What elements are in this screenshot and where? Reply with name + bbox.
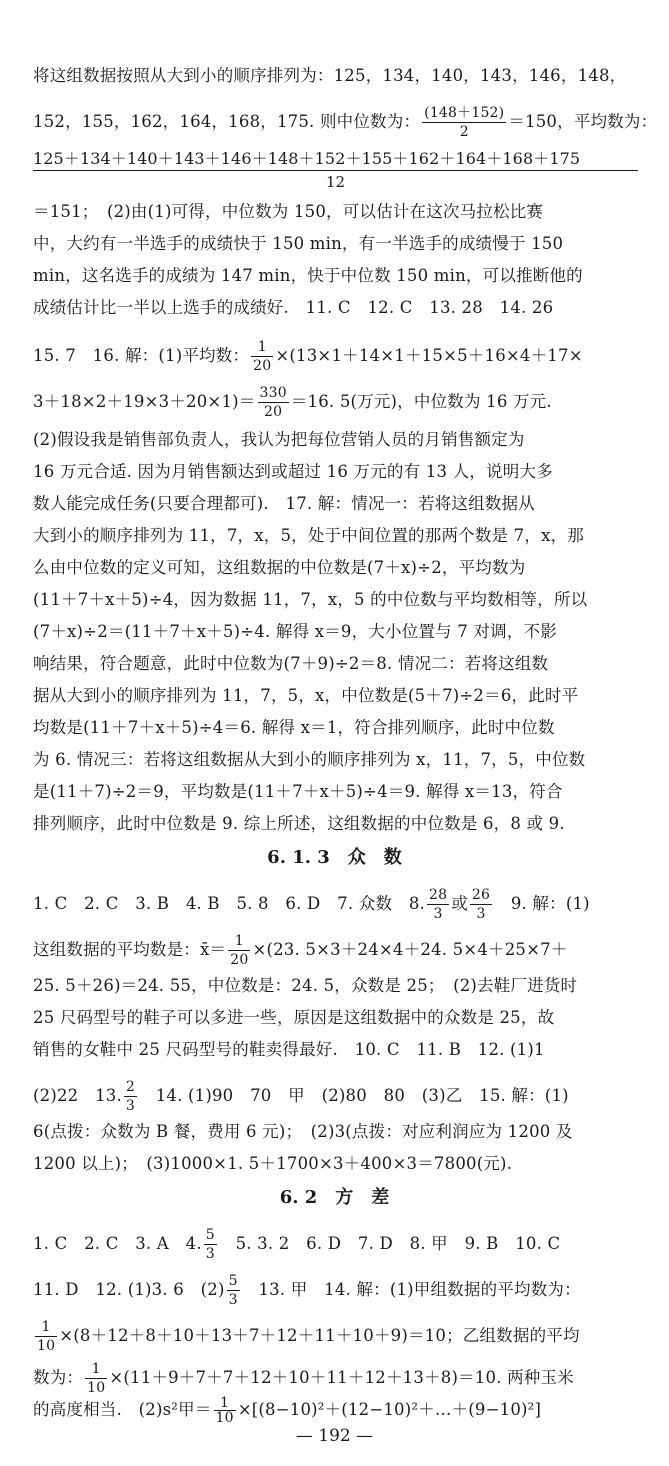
text-line: 数人能完成任务(只要合理都可). 17. 解：情况一：若将这组数据从 bbox=[33, 494, 535, 513]
text-line: 这组数据的平均数是：x̄＝ $\frac{1}{20}$ ×(23. 5×3＋24×4＋24. 5×4＋25×7＋ bbox=[33, 933, 568, 968]
text-line: 是(11＋7)÷2＝9，平均数是(11＋7＋x＋5)÷4＝9. 解得 x＝13，符合 bbox=[33, 782, 563, 801]
text-line: 么由中位数的定义可知，这组数据的中位数是(7＋x)÷2，平均数为 bbox=[33, 558, 526, 577]
text-line: $\frac{1}{10}$ ×(8＋12＋8＋10＋13＋7＋12＋11＋10＋9)＝10；乙组数据的平均 bbox=[37, 1319, 580, 1354]
text-line: 1. C 2. C 3. A 4. $\frac{5}{3}$ 5. 3. 2 6. D 7. D 8. 甲 9. B 10. C bbox=[33, 1227, 561, 1262]
text-line: 的高度相当. (2)s²甲＝ $\frac{1}{10}$ ×[(8−10)²＋(12−10)²＋…＋(9−10)²] bbox=[33, 1395, 542, 1426]
mean-fraction-denominator: 12 bbox=[325, 173, 346, 191]
text-line: 中，大约有一半选手的成绩快于 150 min，有一半选手的成绩慢于 150 bbox=[33, 234, 564, 253]
text-line: 响结果，符合题意，此时中位数为(7＋9)÷2＝8. 情况二：若将这组数 bbox=[33, 654, 549, 673]
text-line: ＝151； (2)由(1)可得，中位数为 150，可以估计在这次马拉松比赛 bbox=[33, 202, 544, 221]
text-line: 1200 以上)； (3)1000×1. 5＋1700×3＋400×3＝7800(元). bbox=[33, 1154, 513, 1173]
text-line: 25. 5＋26)＝24. 55，中位数是：24. 5，众数是 25； (2)去鞋厂进货时 bbox=[33, 976, 578, 995]
text-line: 将这组数据按照从大到小的顺序排列为：125，134，140，143，146，148， bbox=[33, 66, 627, 85]
text-line: 均数是(11＋7＋x＋5)÷4＝6. 解得 x＝1，符合排列顺序，此时中位数 bbox=[33, 718, 555, 737]
text-line: 大到小的顺序排列为 11，7，x，5，处于中间位置的那两个数是 7，x，那 bbox=[33, 526, 584, 545]
text-line: 为 6. 情况三：若将这组数据从大到小的顺序排列为 x，11，7，5，中位数 bbox=[33, 750, 586, 769]
text-line: 据从大到小的顺序排列为 11，7，5，x，中位数是(5＋7)÷2＝6，此时平 bbox=[33, 686, 579, 705]
section-heading: 6. 2 方 差 bbox=[279, 1187, 390, 1208]
text-line: 1. C 2. C 3. B 4. B 5. 8 6. D 7. 众数 8. $\frac{28}{3}$ 或 $\frac{26}{3}$ 9. 解：(1) bbox=[33, 887, 590, 922]
text-line: 16 万元合适. 因为月销售额达到或超过 16 万元的有 13 人，说明大多 bbox=[33, 462, 553, 481]
text-line: (2)22 13. $\frac{2}{3}$ 14. (1)90 70 甲 (2)80 80 (3)乙 15. 解：(1) bbox=[33, 1079, 569, 1114]
fraction: $\frac{28}{3}$ bbox=[428, 887, 448, 922]
text-line: 数为： $\frac{1}{10}$ ×(11＋9＋7＋7＋12＋10＋11＋12＋13＋8)＝10. 两种玉米 bbox=[33, 1361, 574, 1396]
fraction: $\frac{(148+152)}{2}$ bbox=[424, 105, 505, 140]
fraction: $\frac{1}{20}$ bbox=[230, 933, 249, 968]
text-line: 销售的女鞋中 25 尺码型号的鞋卖得最好. 10. C 11. B 12. (1)1 bbox=[33, 1040, 545, 1059]
text-line: 排列顺序，此时中位数是 9. 综上所述，这组数据的中位数是 6，8 或 9. bbox=[33, 814, 565, 833]
text-line: 6(点拨：众数为 B 餐，费用 6 元)； (2)3(点拨：对应利润应为 1200 及 bbox=[33, 1122, 573, 1141]
text-line: 25 尺码型号的鞋子可以多进一些，原因是这组数据中的众数是 25，故 bbox=[33, 1008, 555, 1027]
fraction: $\frac{5}{3}$ bbox=[205, 1227, 215, 1262]
fraction: $\frac{1}{10}$ bbox=[215, 1395, 234, 1426]
text-line: (11＋7＋x＋5)÷4，因为数据 11，7，x，5 的中位数与平均数相等，所以 bbox=[33, 590, 588, 609]
page-number: — 192 — bbox=[295, 1426, 374, 1446]
text-line: min，这名选手的成绩为 147 min，快于中位数 150 min，可以推断他的 bbox=[33, 266, 583, 285]
fraction: $\frac{2}{3}$ bbox=[125, 1079, 136, 1114]
text-line: 15. 7 16. 解：(1)平均数： $\frac{1}{20}$ ×(13×1＋14×1＋15×5＋16×4＋17× bbox=[33, 339, 583, 374]
fraction: $\frac{1}{20}$ bbox=[253, 339, 272, 374]
fraction: $\frac{330}{20}$ bbox=[259, 385, 287, 420]
text-line: (2)假设我是销售部负责人，我认为把每位营销人员的月销售额定为 bbox=[33, 430, 525, 449]
text-line: (7＋x)÷2＝(11＋7＋x＋5)÷4. 解得 x＝9，大小位置与 7 对调，不影 bbox=[33, 622, 557, 641]
section-heading: 6. 1. 3 众 数 bbox=[267, 847, 402, 868]
mean-fraction-numerator: 125＋134＋140＋143＋146＋148＋152＋155＋162＋164＋168＋175 bbox=[33, 148, 638, 171]
fraction: $\frac{26}{3}$ bbox=[471, 887, 491, 922]
text-line: 3＋18×2＋19×3＋20×1)＝ $\frac{330}{20}$ ＝16. 5(万元)，中位数为 16 万元. bbox=[33, 385, 552, 420]
fraction: $\frac{5}{3}$ bbox=[228, 1273, 238, 1308]
text-line: 11. D 12. (1)3. 6 (2) $\frac{5}{3}$ 13. 甲 14. 解：(1)甲组数据的平均数为： bbox=[33, 1273, 581, 1308]
text-line: 152，155，162，164，168，175. 则中位数为： $\frac{(148+152)}{2}$ ＝150，平均数为： bbox=[33, 105, 658, 140]
text-line: 成绩估计比一半以上选手的成绩好. 11. C 12. C 13. 28 14. 26 bbox=[33, 298, 554, 317]
fraction: $\frac{1}{10}$ bbox=[87, 1361, 106, 1396]
fraction: $\frac{1}{10}$ bbox=[37, 1319, 56, 1354]
